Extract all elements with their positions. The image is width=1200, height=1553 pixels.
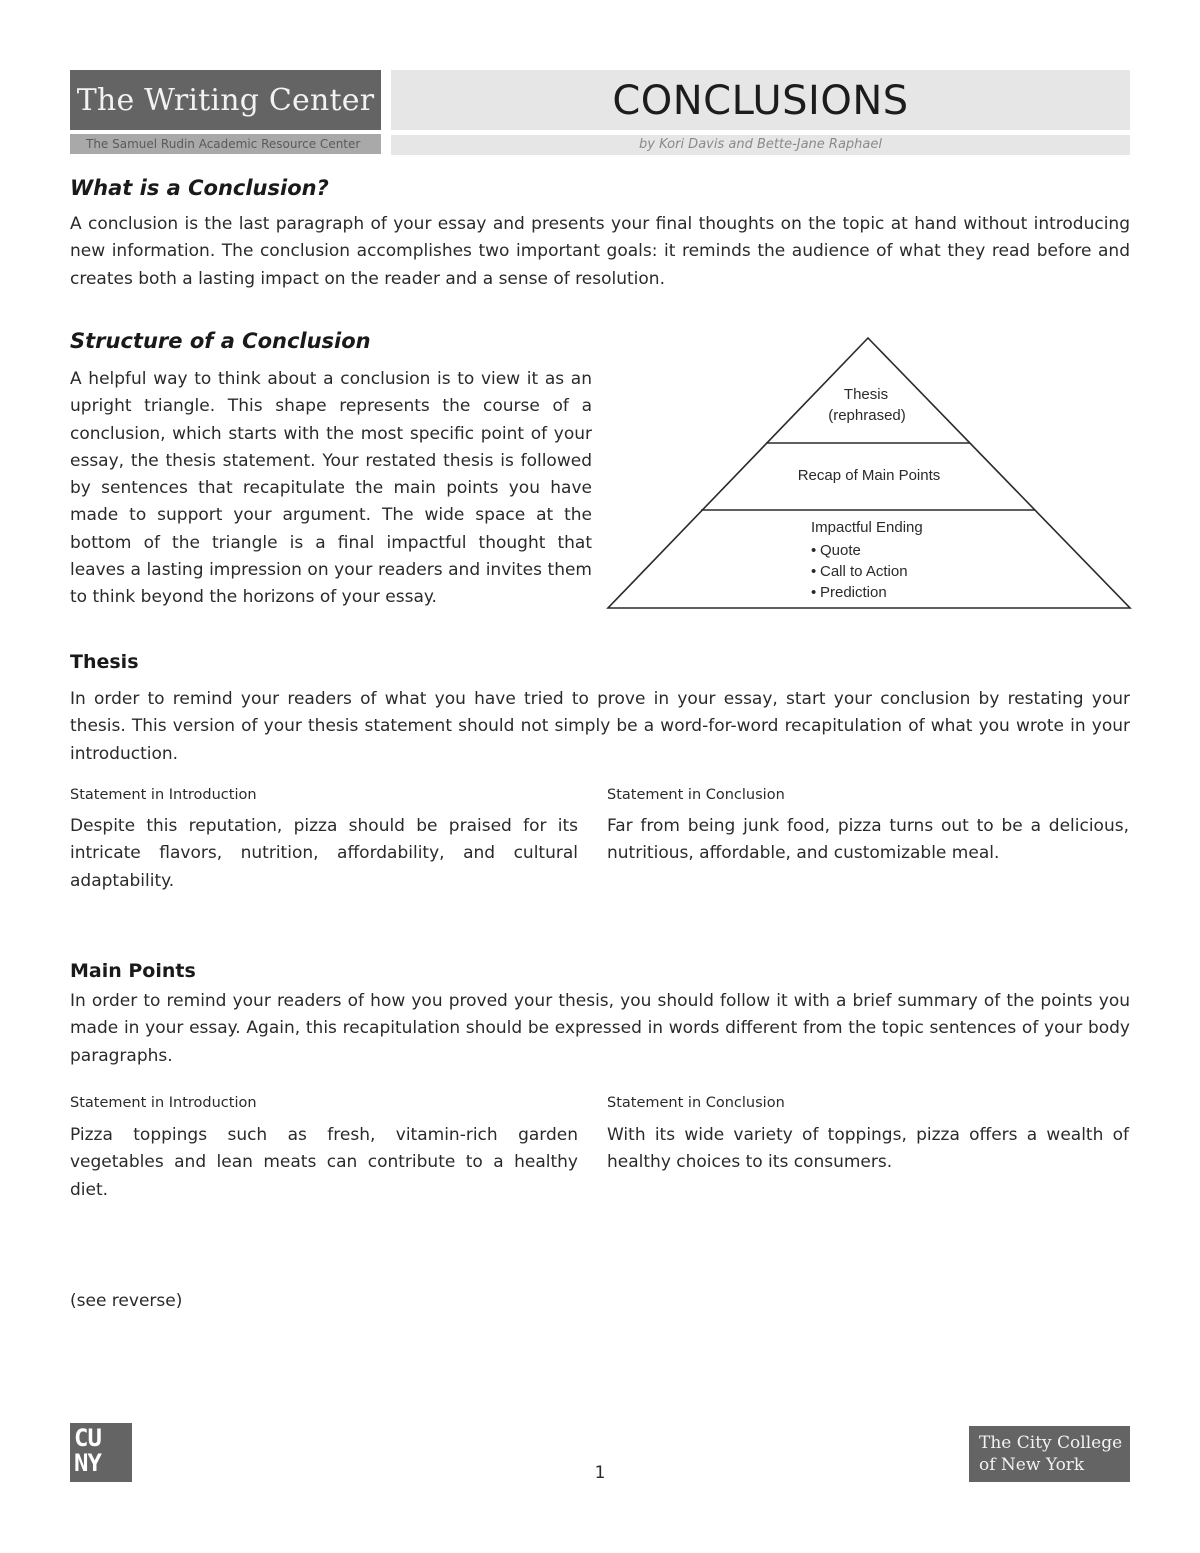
thesis-intro-label: Statement in Introduction bbox=[70, 787, 257, 803]
cuny-logo-line1: CU bbox=[74, 1424, 101, 1452]
byline: by Kori Davis and Bette-Jane Raphael bbox=[391, 135, 1130, 155]
pyramid-item-quote: Quote bbox=[820, 542, 861, 559]
page-number: 1 bbox=[594, 1463, 606, 1483]
logo-subtitle: The Samuel Rudin Academic Resource Center bbox=[70, 134, 381, 154]
thesis-conclusion-label: Statement in Conclusion bbox=[607, 787, 785, 803]
cuny-logo-line2: NY bbox=[74, 1449, 101, 1477]
pyramid-thesis-label: Thesis bbox=[843, 386, 889, 403]
pyramid-item-call-to-action: Call to Action bbox=[820, 563, 908, 580]
pyramid-ending-label: Impactful Ending bbox=[811, 519, 923, 536]
what-is-body: A conclusion is the last paragraph of your essay and presents your final thoughts on the topic at hand without introducing new information. The conclusion accomplishes two important goals: it reminds the audience of what they read before and creates both a lasting impact on the reader and a sense of resolution. bbox=[70, 214, 1130, 289]
main-points-conclusion-label: Statement in Conclusion bbox=[607, 1095, 785, 1111]
thesis-conclusion-statement: Far from being junk food, pizza turns out to be a delicious, nutritious, affordable, and customizable meal. bbox=[607, 816, 1129, 864]
structure-heading: Structure of a Conclusion bbox=[70, 329, 371, 353]
what-is-heading: What is a Conclusion? bbox=[70, 176, 329, 200]
conclusion-pyramid-diagram bbox=[600, 330, 1140, 615]
writing-center-logo: The Writing Center bbox=[70, 70, 381, 130]
pyramid-ending-bullet: • bbox=[811, 563, 817, 580]
ccny-logo-line2: of New York bbox=[979, 1455, 1085, 1475]
cuny-logo bbox=[70, 1423, 132, 1482]
main-points-intro-statement: Pizza toppings such as fresh, vitamin-rich garden vegetables and lean meats can contribute to a healthy diet. bbox=[70, 1125, 578, 1200]
main-points-heading: Main Points bbox=[70, 960, 196, 982]
main-points-intro-label: Statement in Introduction bbox=[70, 1095, 257, 1111]
ccny-logo-line1: The City College bbox=[979, 1433, 1123, 1453]
pyramid-item-prediction: Prediction bbox=[820, 584, 887, 601]
main-points-body: In order to remind your readers of how you proved your thesis, you should follow it with a brief summary of the points you made in your essay. Again, this recapitulation should be expressed in words different from the topic sentences of your body paragraphs. bbox=[70, 991, 1130, 1066]
structure-body: A helpful way to think about a conclusion is to view it as an upright triangle. This shape represents the course of a conclusion, which starts with the most specific point of your essay, the thesis statement. Your restated thesis is followed by sentences that recapitulate the main points you have made to support your argument. The wide space at the bottom of the triangle is a final impactful thought that leaves a lasting impression on your readers and invites them to think beyond the horizons of your essay. bbox=[70, 369, 592, 608]
main-points-conclusion-statement: With its wide variety of toppings, pizza offers a wealth of healthy choices to its consumers. bbox=[607, 1125, 1129, 1173]
thesis-body: In order to remind your readers of what you have tried to prove in your essay, start your conclusion by restating your thesis. This version of your thesis statement should not simply be a word-for-word recapitulation of what you wrote in your introduction. bbox=[70, 689, 1130, 764]
thesis-heading: Thesis bbox=[70, 651, 139, 673]
pyramid-ending-bullet: • bbox=[811, 584, 817, 601]
page-title: CONCLUSIONS bbox=[391, 70, 1130, 130]
thesis-intro-statement: Despite this reputation, pizza should be praised for its intricate flavors, nutrition, affordability, and cultural adaptability. bbox=[70, 816, 578, 891]
pyramid-thesis-sublabel: (rephrased) bbox=[828, 407, 906, 424]
pyramid-ending-bullet: • bbox=[811, 542, 817, 559]
see-reverse-note: (see reverse) bbox=[70, 1291, 183, 1311]
pyramid-recap-label: Recap of Main Points bbox=[797, 467, 941, 484]
city-college-logo bbox=[969, 1426, 1130, 1482]
